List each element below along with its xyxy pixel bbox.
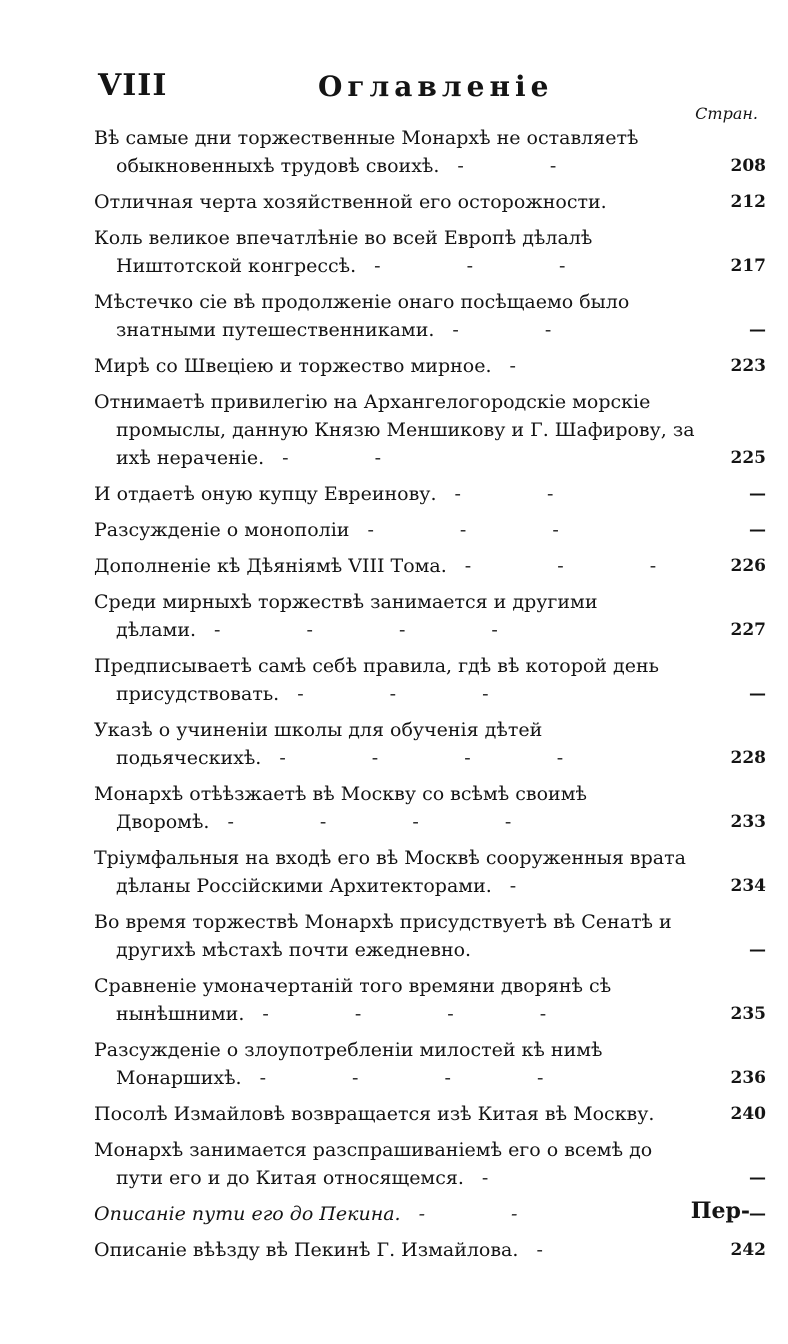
toc-entry (94, 124, 766, 180)
toc-entry-text: Сравненіе умоначертаній того времяни дворянѣ сѣ нынѣшними. - - - - (94, 975, 612, 1025)
toc-entry-text: Отнимаетѣ привилегію на Архангелогородскіе морскіе промыслы, данную Князю Меншикову и Г. Шафирову, за ихѣ нераченіе. - - (94, 391, 695, 469)
dot-leader (471, 939, 489, 961)
toc-entry-text: Коль великое впечатлѣніе во всей Европѣ дѣлалѣ Ништотской конгрессѣ. - - - (94, 227, 606, 277)
toc-page-number: 235 (730, 1004, 766, 1024)
toc-page-number: 225 (730, 448, 766, 468)
toc-page-number: — (749, 1204, 766, 1224)
toc-page-number: — (749, 1168, 766, 1188)
dot-leader: - (481, 1167, 529, 1189)
toc-entry-text: Описаніе пути его до Пекина. - - (94, 1203, 558, 1225)
toc-entry-text: И отдаетѣ оную купцу Евреинову. - - (94, 483, 594, 505)
toc-entry-text: Среди мирныхѣ торжествѣ занимается и другими дѣлами. - - - - (94, 591, 598, 641)
toc-entry (94, 1200, 766, 1228)
dot-leader: - (509, 355, 556, 377)
toc-entry-text: Отличная черта хозяйственной его осторожности. (94, 188, 704, 216)
page-title: Оглавленіе (318, 70, 554, 103)
dot-leader: - - (452, 319, 592, 341)
toc-page-number: 236 (730, 1068, 766, 1088)
toc-entry (94, 652, 766, 708)
toc-page-number: 234 (730, 876, 766, 896)
dot-leader: - - (418, 1203, 558, 1225)
dot-leader: - - - - (262, 1003, 587, 1025)
toc-entry-text: Во время торжествѣ Монархѣ присудствуетѣ вѣ Сенатѣ и другихѣ мѣстахѣ почти ежедневно. (94, 911, 672, 961)
dot-leader: - - - (464, 555, 697, 577)
toc-entry-text: Разсужденіе о злоупотребленіи милостей кѣ нимѣ Монаршихѣ. - - - - (94, 1039, 603, 1089)
dot-leader: - - (457, 155, 597, 177)
toc-page-number: — (749, 940, 766, 960)
toc-entry-text: Разсужденіе о монополіи - - - (94, 519, 599, 541)
toc-entry (94, 516, 766, 544)
dot-leader (607, 191, 625, 213)
toc-entry (94, 844, 766, 900)
dot-leader: - - (454, 483, 594, 505)
dot-leader: - - - (367, 519, 599, 541)
toc-page-number: 212 (730, 192, 766, 212)
table-of-contents (94, 124, 766, 1272)
toc-page-number: — (749, 320, 766, 340)
dot-leader: - - (282, 447, 421, 469)
toc-entry (94, 224, 766, 280)
toc-page-number: 233 (730, 812, 766, 832)
toc-entry (94, 588, 766, 644)
page-number: VIII (98, 68, 168, 103)
toc-entry-text: Посолѣ Измайловѣ возвращается изѣ Китая вѣ Москву. (94, 1100, 704, 1128)
dot-leader: - (509, 875, 557, 897)
toc-page-number: 228 (730, 748, 766, 768)
toc-entry (94, 972, 766, 1028)
dot-leader: - - - - (279, 747, 604, 769)
toc-page-number: 226 (730, 556, 766, 576)
dot-leader: - (536, 1239, 583, 1261)
toc-entry (94, 1136, 766, 1192)
dot-leader: - - - - (227, 811, 552, 833)
toc-entry (94, 1036, 766, 1092)
toc-page-number: 227 (730, 620, 766, 640)
dot-leader: - - - (374, 255, 606, 277)
toc-entry-text: Предписываетѣ самѣ себѣ правила, гдѣ вѣ которой день присудствовать. - - - (94, 655, 659, 705)
toc-entry (94, 352, 766, 380)
toc-entry (94, 480, 766, 508)
toc-page-number: 223 (730, 356, 766, 376)
toc-entry (94, 188, 766, 216)
toc-entry-text: Мирѣ со Швеціею и торжество мирное. - (94, 355, 556, 377)
toc-entry-text: Вѣ самые дни торжественные Монархѣ не оставляетѣ обыкновенныхѣ трудовѣ своихѣ. - - (94, 127, 639, 177)
dot-leader (654, 1103, 672, 1125)
toc-page-number: 242 (730, 1240, 766, 1260)
toc-page-number: 240 (730, 1104, 766, 1124)
toc-entry (94, 780, 766, 836)
dot-leader: - - - (297, 683, 529, 705)
toc-entry (94, 1100, 766, 1128)
toc-entry-text: Дополненіе кѣ Дѣяніямѣ VIII Тома. - - - (94, 555, 697, 577)
toc-entry-text: Указѣ о учиненіи школы для обученія дѣтей подьяческихѣ. - - - - (94, 719, 604, 769)
toc-entry-text: Монархѣ занимается разспрашиваніемѣ его о всемѣ до пути его и до Китая относящемся. - (94, 1139, 653, 1189)
page-column-label: Стран. (695, 104, 758, 123)
toc-entry-text: Описаніе вѣѣзду вѣ Пекинѣ Г. Измайлова. - (94, 1239, 583, 1261)
toc-page-number: 208 (730, 156, 766, 176)
toc-page-number: — (749, 484, 766, 504)
toc-page-number: 217 (730, 256, 766, 276)
toc-entry (94, 908, 766, 964)
catchword: Пер- (690, 1198, 750, 1224)
toc-entry-text: Мѣстечко сіе вѣ продолженіе онаго посѣщаемо было знатными путешественниками. - - (94, 291, 630, 341)
toc-entry (94, 388, 766, 472)
toc-entry-text: Монархѣ отѣѣзжаетѣ вѣ Москву со всѣмѣ своимѣ Дворомѣ. - - - - (94, 783, 587, 833)
toc-entry (94, 1236, 766, 1264)
toc-page-number: — (749, 520, 766, 540)
toc-entry-text: Тріумфальныя на входѣ его вѣ Москвѣ сооруженныя врата дѣланы Россійскими Архитекторами. - (94, 847, 686, 897)
toc-entry (94, 552, 766, 580)
toc-page-number: — (749, 684, 766, 704)
toc-entry (94, 288, 766, 344)
dot-leader: - - - - (214, 619, 538, 641)
dot-leader: - - - - (259, 1067, 584, 1089)
toc-entry (94, 716, 766, 772)
